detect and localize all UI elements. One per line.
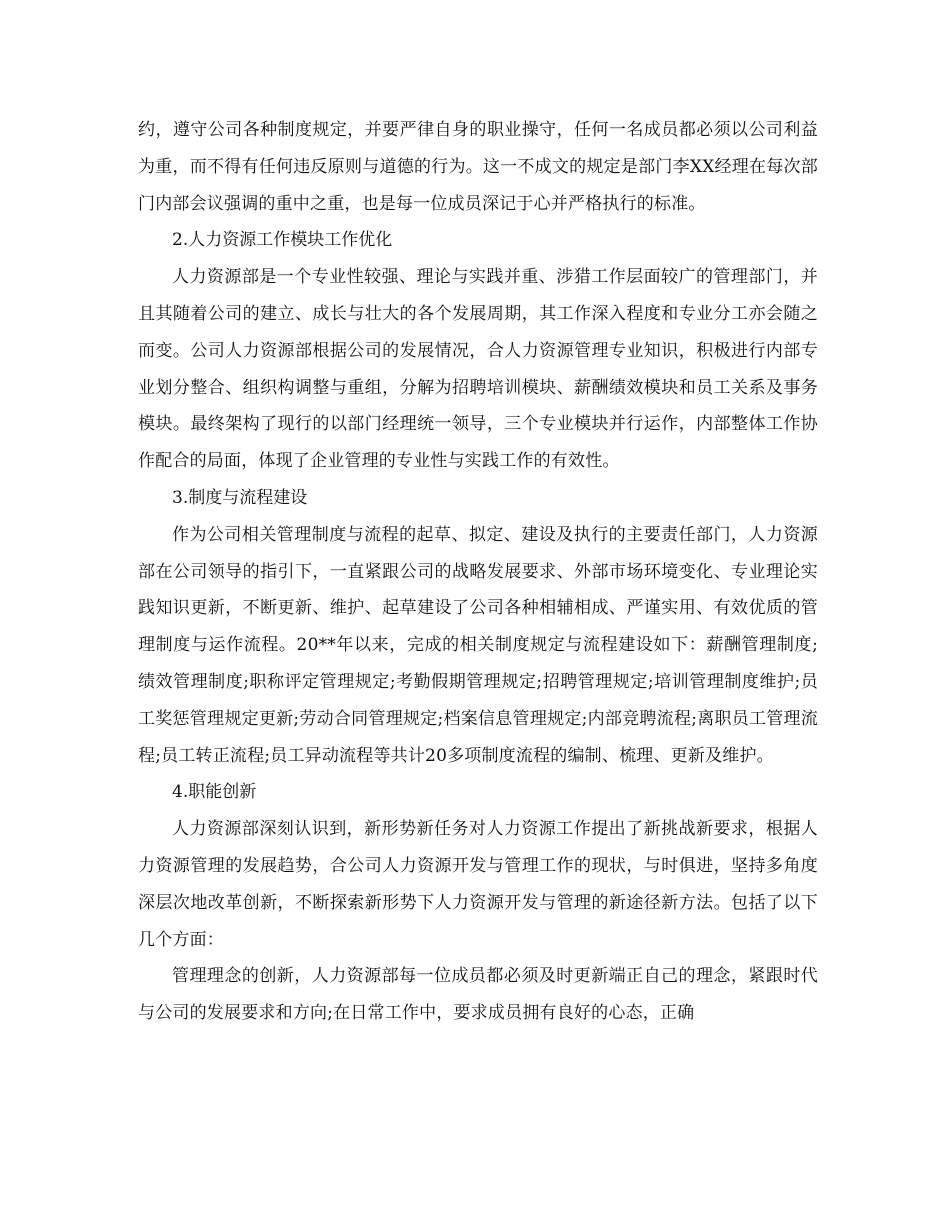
section-heading-4: 4.职能创新 [172,782,257,803]
section-heading-2: 2.人力资源工作模块工作优化 [172,230,393,251]
paragraph-function-innovation: 人力资源部深刻认识到，新形势新任务对人力资源工作提出了新挑战新要求，根据人力资源管理的发展趋势，合公司人力资源开发与管理工作的现状，与时俱进，坚持多角度深层次地改革创新，不断探索新形势下人力资源开发与管理的新途径新方法。包括了以下几个方面： [138,819,818,950]
paragraph-system-process: 作为公司相关管理制度与流程的起草、拟定、建设及执行的主要责任部门，人力资源部在公司领导的指引下，一直紧跟公司的战略发展要求、外部市场环境变化、专业理论实践知识更新，不断更新、维护、起草建设了公司各种相辅相成、严谨实用、有效优质的管理制度与运作流程。20**年以来，完成的相关制度规定与流程建设如下：薪酬管理制度;绩效管理制度;职称评定管理规定;考勤假期管理规定;招聘管理规定;培训管理制度维护;员工奖惩管理规定更新;劳动合同管理规定;档案信息管理规定;内部竞聘流程;离职员工管理流程;员工转正流程;员工异动流程等共计20多项制度流程的编制、梳理、更新及维护。 [138,524,818,766]
document-page [138,112,818,1032]
paragraph-hr-modules: 人力资源部是一个专业性较强、理论与实践并重、涉猎工作层面较广的管理部门，并且其随着公司的建立、成长与壮大的各个发展周期，其工作深入程度和专业分工亦会随之而变。公司人力资源部根据公司的发展情况，合人力资源管理专业知识，积极进行内部专业划分整合、组织构调整与重组，分解为招聘培训模块、薪酬绩效模块和员工关系及事务模块。最终架构了现行的以部门经理统一领导，三个专业模块并行运作，内部整体工作协作配合的局面，体现了企业管理的专业性与实践工作的有效性。 [138,267,818,472]
paragraph-management-concept: 管理理念的创新，人力资源部每一位成员都必须及时更新端正自己的理念，紧跟时代与公司的发展要求和方向;在日常工作中，要求成员拥有良好的心态，正确 [138,966,818,1024]
section-heading-3: 3.制度与流程建设 [172,487,308,508]
paragraph-continued: 约，遵守公司各种制度规定，并要严律自身的职业操守，任何一名成员都必须以公司利益为重，而不得有任何违反原则与道德的行为。这一不成文的规定是部门李XX经理在每次部门内部会议强调的重中之重，也是每一位成员深记于心并严格执行的标准。 [138,120,818,214]
